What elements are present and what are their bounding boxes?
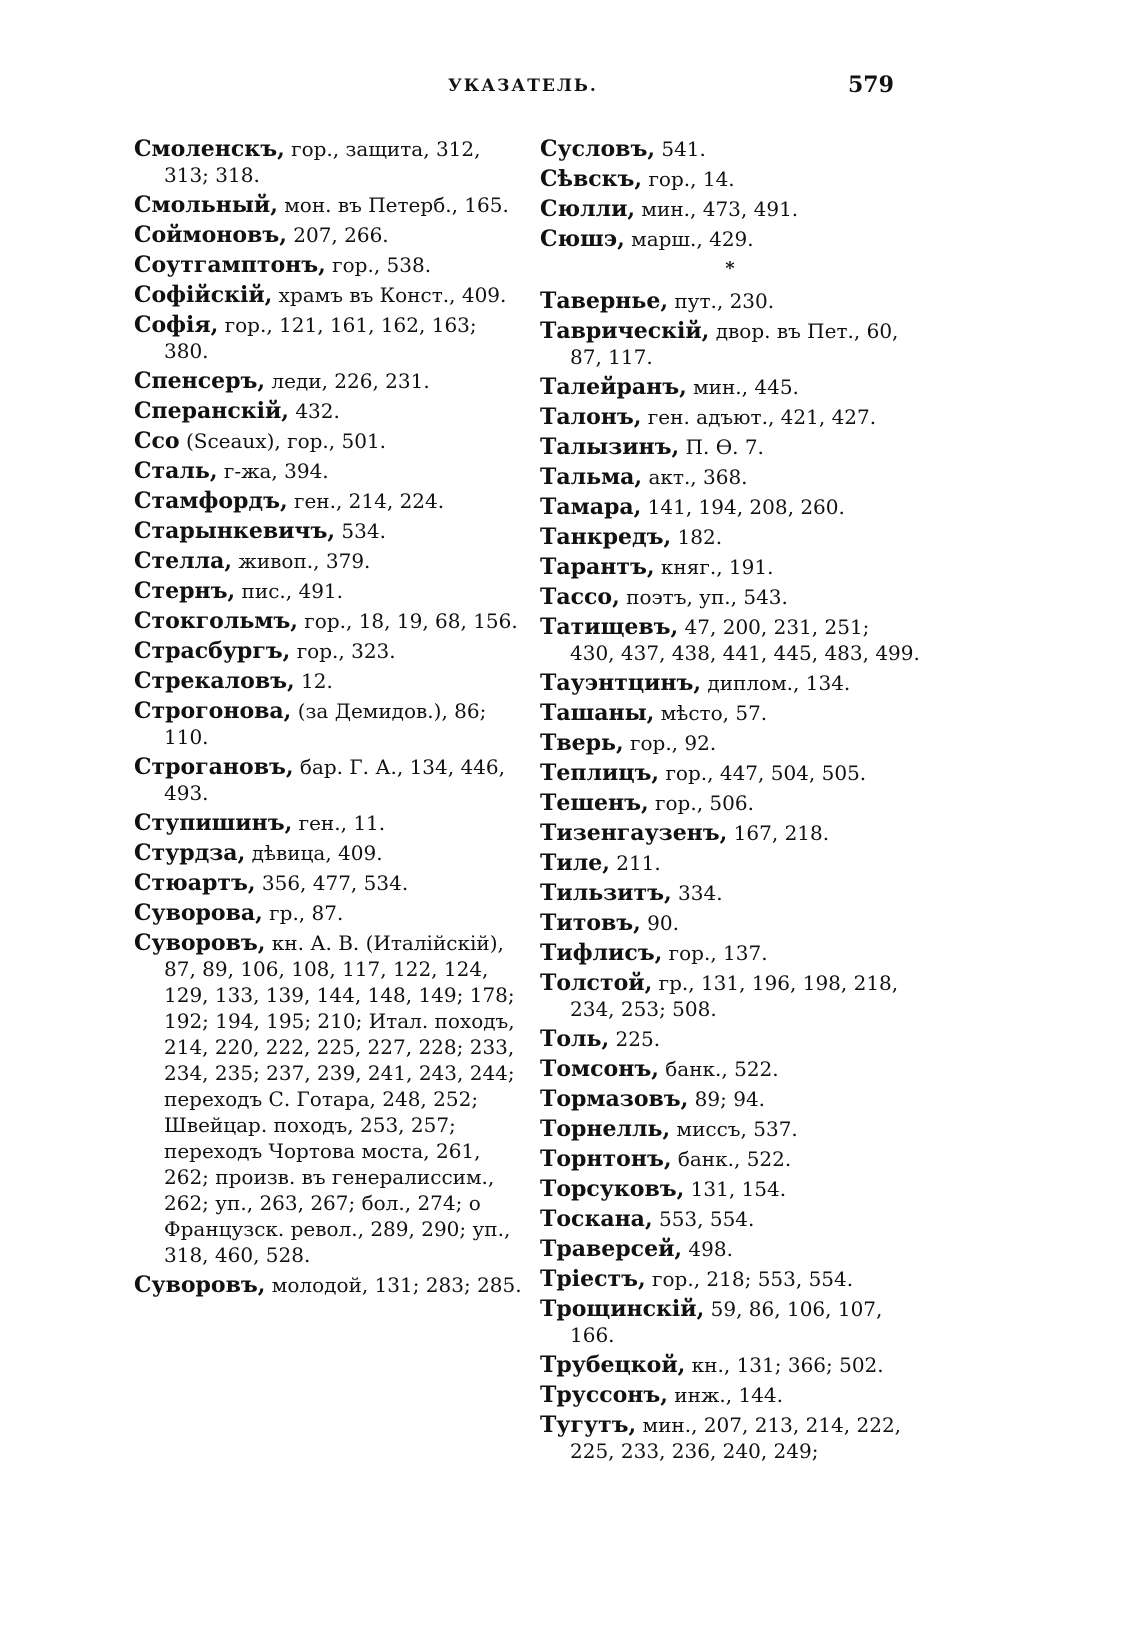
entry-heading: Трощинскій, bbox=[540, 1296, 705, 1322]
entry-heading: Суворовъ, bbox=[134, 930, 266, 956]
index-entry bbox=[540, 970, 920, 1022]
index-entry bbox=[540, 1206, 920, 1232]
index-column-right bbox=[540, 136, 920, 1468]
index-entry bbox=[540, 584, 920, 610]
index-entry bbox=[540, 760, 920, 786]
entry-references: кн. А. В. (Италійскій), 87, 89, 106, 108, 117, 122, 124, 129, 133, 139, 144, 148, 149; 178; 192; 194, 195; 210; Итал. походъ, 214, 220, 222, 225, 227, 228; 233, 234, 235; 237, 239, 241, 243, 244; переходъ С. Готара, 248, 252; Швейцар. походъ, 253, 257; переходъ Чортова моста, 261, 262; произв. въ генералиссим., 262; уп., 263, 267; бол., 274; о Французск. револ., 289, 290; уп., 318, 460, 528. bbox=[164, 931, 515, 1267]
entry-heading: Тиле, bbox=[540, 850, 610, 876]
entry-references: (за Демидов.), 86; 110. bbox=[164, 699, 487, 749]
entry-references: 89; 94. bbox=[688, 1087, 766, 1111]
entry-heading: Сюлли, bbox=[540, 196, 636, 222]
entry-references: бар. Г. А., 134, 446, 493. bbox=[164, 755, 505, 805]
entry-heading: Софійскій, bbox=[134, 282, 273, 308]
index-entry bbox=[134, 698, 526, 750]
entry-heading: Ташаны, bbox=[540, 700, 655, 726]
entry-references: банк., 522. bbox=[658, 1057, 779, 1081]
entry-references: 432. bbox=[288, 399, 340, 423]
entry-heading: Соутгамптонъ, bbox=[134, 252, 326, 278]
entry-references: диплом., 134. bbox=[701, 671, 851, 695]
index-entry bbox=[134, 578, 526, 604]
entry-references: 356, 477, 534. bbox=[255, 871, 409, 895]
entry-heading: Смоленскъ, bbox=[134, 136, 285, 162]
index-entry bbox=[134, 282, 526, 308]
entry-references: 225. bbox=[609, 1027, 661, 1051]
index-entry bbox=[540, 166, 920, 192]
entry-heading: Софія, bbox=[134, 312, 219, 338]
index-entry bbox=[134, 810, 526, 836]
entry-heading: Страсбургъ, bbox=[134, 638, 291, 664]
entry-heading: Тарантъ, bbox=[540, 554, 655, 580]
entry-heading: Тизенгаузенъ, bbox=[540, 820, 728, 846]
entry-heading: Толстой, bbox=[540, 970, 653, 996]
entry-heading: Торсуковъ, bbox=[540, 1176, 685, 1202]
entry-references: марш., 429. bbox=[624, 227, 754, 251]
entry-heading: Сталь, bbox=[134, 458, 218, 484]
entry-heading: Стюартъ, bbox=[134, 870, 256, 896]
entry-references: 167, 218. bbox=[727, 821, 830, 845]
index-entry bbox=[134, 754, 526, 806]
entry-heading: Ступишинъ, bbox=[134, 810, 293, 836]
entry-references: двор. въ Пет., 60, 87, 117. bbox=[570, 319, 899, 369]
page-header bbox=[0, 72, 1140, 106]
index-entry bbox=[540, 1266, 920, 1292]
entry-references: леди, 226, 231. bbox=[265, 369, 430, 393]
index-entry bbox=[134, 1272, 526, 1298]
entry-references: 541. bbox=[655, 137, 706, 161]
entry-references: (Sceaux), гор., 501. bbox=[179, 429, 387, 453]
entry-heading: Строгановъ, bbox=[134, 754, 294, 780]
index-entry bbox=[134, 136, 526, 188]
index-entry bbox=[540, 434, 920, 460]
index-entry bbox=[134, 870, 526, 896]
index-entry bbox=[540, 464, 920, 490]
entry-heading: Тверь, bbox=[540, 730, 624, 756]
entry-references: гор., 92. bbox=[623, 731, 717, 755]
entry-heading: Тифлисъ, bbox=[540, 940, 663, 966]
entry-heading: Суворова, bbox=[134, 900, 263, 926]
entry-heading: Сѣвскъ, bbox=[540, 166, 643, 192]
index-entry bbox=[540, 1026, 920, 1052]
index-entry bbox=[540, 524, 920, 550]
entry-heading: Стокгольмъ, bbox=[134, 608, 298, 634]
entry-heading: Суворовъ, bbox=[134, 1272, 266, 1298]
entry-heading: Старынкевичъ, bbox=[134, 518, 336, 544]
entry-references: банк., 522. bbox=[671, 1147, 792, 1171]
index-entry bbox=[134, 428, 526, 454]
entry-references: гр., 87. bbox=[262, 901, 344, 925]
entry-heading: Тамара, bbox=[540, 494, 642, 520]
index-entry bbox=[540, 318, 920, 370]
entry-references: поэтъ, уп., 543. bbox=[619, 585, 788, 609]
entry-references: 131, 154. bbox=[684, 1177, 787, 1201]
entry-references: ген., 11. bbox=[292, 811, 386, 835]
entry-references: храмъ въ Конст., 409. bbox=[272, 283, 507, 307]
entry-heading: Стернъ, bbox=[134, 578, 236, 604]
entry-heading: Тормазовъ, bbox=[540, 1086, 689, 1112]
entry-heading: Сюшэ, bbox=[540, 226, 625, 252]
entry-heading: Сперанскій, bbox=[134, 398, 289, 424]
index-entry bbox=[540, 1236, 920, 1262]
entry-references: 334. bbox=[671, 881, 723, 905]
entry-heading: Тугутъ, bbox=[540, 1412, 637, 1438]
entry-heading: Тильзитъ, bbox=[540, 880, 672, 906]
entry-references: мин., 207, 213, 214, 222, 225, 233, 236, 240, 249; bbox=[570, 1413, 902, 1463]
index-entry bbox=[134, 192, 526, 218]
entry-heading: Смольный, bbox=[134, 192, 278, 218]
entry-references: 47, 200, 231, 251; 430, 437, 438, 441, 445, 483, 499. bbox=[570, 615, 920, 665]
index-entry bbox=[540, 910, 920, 936]
entry-heading: Труссонъ, bbox=[540, 1382, 668, 1408]
entry-heading: Тешенъ, bbox=[540, 790, 649, 816]
entry-references: кн., 131; 366; 502. bbox=[685, 1353, 884, 1377]
index-entry bbox=[540, 670, 920, 696]
entry-references: 207, 266. bbox=[286, 223, 389, 247]
index-entry bbox=[134, 840, 526, 866]
index-entry bbox=[540, 1086, 920, 1112]
index-column-left bbox=[134, 136, 526, 1302]
entry-references: пут., 230. bbox=[667, 289, 775, 313]
entry-references: мин., 445. bbox=[686, 375, 799, 399]
index-entry bbox=[134, 900, 526, 926]
entry-references: гор., защита, 312, 313; 318. bbox=[164, 137, 481, 187]
entry-references: 211. bbox=[609, 851, 661, 875]
entry-references: дѣвица, 409. bbox=[245, 841, 383, 865]
entry-references: гор., 538. bbox=[325, 253, 432, 277]
entry-references: гор., 447, 504, 505. bbox=[659, 761, 867, 785]
entry-heading: Талейранъ, bbox=[540, 374, 687, 400]
entry-heading: Спенсеръ, bbox=[134, 368, 266, 394]
entry-heading: Талызинъ, bbox=[540, 434, 680, 460]
entry-heading: Тальма, bbox=[540, 464, 643, 490]
index-entry bbox=[134, 608, 526, 634]
index-entry bbox=[540, 1146, 920, 1172]
entry-heading: Стелла, bbox=[134, 548, 233, 574]
index-entry bbox=[540, 1412, 920, 1464]
entry-references: мон. въ Петерб., 165. bbox=[277, 193, 509, 217]
entry-references: живоп., 379. bbox=[232, 549, 371, 573]
index-entry bbox=[540, 700, 920, 726]
running-title: УКАЗАТЕЛЬ. bbox=[448, 76, 598, 96]
entry-heading: Таврическій, bbox=[540, 318, 710, 344]
entry-heading: Торнелль, bbox=[540, 1116, 671, 1142]
entry-heading: Стрекаловъ, bbox=[134, 668, 295, 694]
index-entry bbox=[540, 494, 920, 520]
index-entry bbox=[540, 1056, 920, 1082]
entry-references: гор., 14. bbox=[642, 167, 735, 191]
index-entry bbox=[134, 638, 526, 664]
entry-heading: Теплицъ, bbox=[540, 760, 660, 786]
entry-heading: Сco bbox=[134, 428, 180, 454]
entry-heading: Тріестъ, bbox=[540, 1266, 646, 1292]
index-entry bbox=[134, 930, 526, 1268]
entry-heading: Стурдза, bbox=[134, 840, 246, 866]
entry-references: ген. адъют., 421, 427. bbox=[641, 405, 877, 429]
entry-heading: Тоскана, bbox=[540, 1206, 653, 1232]
entry-heading: Траверсей, bbox=[540, 1236, 683, 1262]
entry-references: мѣсто, 57. bbox=[654, 701, 768, 725]
entry-references: 12. bbox=[294, 669, 333, 693]
entry-references: гр., 131, 196, 198, 218, 234, 253; 508. bbox=[570, 971, 899, 1021]
entry-references: 534. bbox=[335, 519, 386, 543]
index-entry bbox=[134, 252, 526, 278]
index-entry bbox=[540, 1296, 920, 1348]
entry-heading: Трубецкой, bbox=[540, 1352, 686, 1378]
index-entry bbox=[134, 668, 526, 694]
index-entry bbox=[540, 554, 920, 580]
index-entry bbox=[540, 880, 920, 906]
index-entry bbox=[540, 730, 920, 756]
index-entry bbox=[540, 374, 920, 400]
entry-references: ген., 214, 224. bbox=[287, 489, 445, 513]
entry-references: 59, 86, 106, 107, 166. bbox=[570, 1297, 883, 1347]
entry-references: гор., 323. bbox=[290, 639, 396, 663]
entry-heading: Соймоновъ, bbox=[134, 222, 287, 248]
entry-heading: Титовъ, bbox=[540, 910, 641, 936]
entry-references: пис., 491. bbox=[235, 579, 343, 603]
index-entry bbox=[134, 458, 526, 484]
entry-references: гор., 18, 19, 68, 156. bbox=[297, 609, 518, 633]
index-group-s bbox=[540, 136, 920, 252]
index-entry bbox=[540, 136, 920, 162]
entry-references: мин., 473, 491. bbox=[635, 197, 799, 221]
entry-heading: Строгонова, bbox=[134, 698, 292, 724]
entry-heading: Торнтонъ, bbox=[540, 1146, 672, 1172]
index-entry bbox=[540, 820, 920, 846]
index-entry bbox=[540, 940, 920, 966]
index-entry bbox=[134, 368, 526, 394]
index-entry bbox=[540, 404, 920, 430]
entry-references: гор., 506. bbox=[648, 791, 754, 815]
entry-heading: Талонъ, bbox=[540, 404, 642, 430]
index-entry bbox=[540, 850, 920, 876]
index-group-t bbox=[540, 288, 920, 1464]
entry-references: 553, 554. bbox=[652, 1207, 755, 1231]
entry-references: П. Ѳ. 7. bbox=[679, 435, 764, 459]
entry-heading: Стамфордъ, bbox=[134, 488, 288, 514]
entry-references: акт., 368. bbox=[642, 465, 748, 489]
entry-references: инж., 144. bbox=[667, 1383, 783, 1407]
index-entry bbox=[134, 312, 526, 364]
section-separator: * bbox=[725, 258, 735, 279]
entry-references: гор., 218; 553, 554. bbox=[645, 1267, 854, 1291]
entry-references: г-жа, 394. bbox=[217, 459, 329, 483]
entry-heading: Танкредъ, bbox=[540, 524, 672, 550]
entry-references: 141, 194, 208, 260. bbox=[641, 495, 845, 519]
index-entry bbox=[540, 790, 920, 816]
index-entry bbox=[540, 614, 920, 666]
entry-references: 90. bbox=[640, 911, 679, 935]
entry-references: 182. bbox=[671, 525, 723, 549]
entry-references: миссъ, 537. bbox=[670, 1117, 798, 1141]
index-entry bbox=[540, 288, 920, 314]
index-entry bbox=[134, 548, 526, 574]
entry-references: молодой, 131; 283; 285. bbox=[265, 1273, 522, 1297]
entry-heading: Тауэнтцинъ, bbox=[540, 670, 702, 696]
entry-heading: Тавернье, bbox=[540, 288, 668, 314]
entry-references: княг., 191. bbox=[654, 555, 774, 579]
index-entry bbox=[134, 398, 526, 424]
entry-heading: Сусловъ, bbox=[540, 136, 655, 162]
entry-references: 498. bbox=[682, 1237, 733, 1261]
entry-references: гор., 137. bbox=[662, 941, 768, 965]
entry-heading: Татищевъ, bbox=[540, 614, 679, 640]
index-entry bbox=[540, 1176, 920, 1202]
index-entry bbox=[540, 196, 920, 222]
entry-references: гор., 121, 161, 162, 163; 380. bbox=[164, 313, 477, 363]
page-number: 579 bbox=[848, 72, 894, 98]
index-entry bbox=[540, 226, 920, 252]
index-entry bbox=[540, 1352, 920, 1378]
index-entry bbox=[540, 1382, 920, 1408]
index-entry bbox=[134, 518, 526, 544]
entry-heading: Толь, bbox=[540, 1026, 610, 1052]
index-entry bbox=[134, 222, 526, 248]
entry-heading: Томсонъ, bbox=[540, 1056, 659, 1082]
index-entry bbox=[540, 1116, 920, 1142]
index-entry bbox=[134, 488, 526, 514]
entry-heading: Тассо, bbox=[540, 584, 620, 610]
